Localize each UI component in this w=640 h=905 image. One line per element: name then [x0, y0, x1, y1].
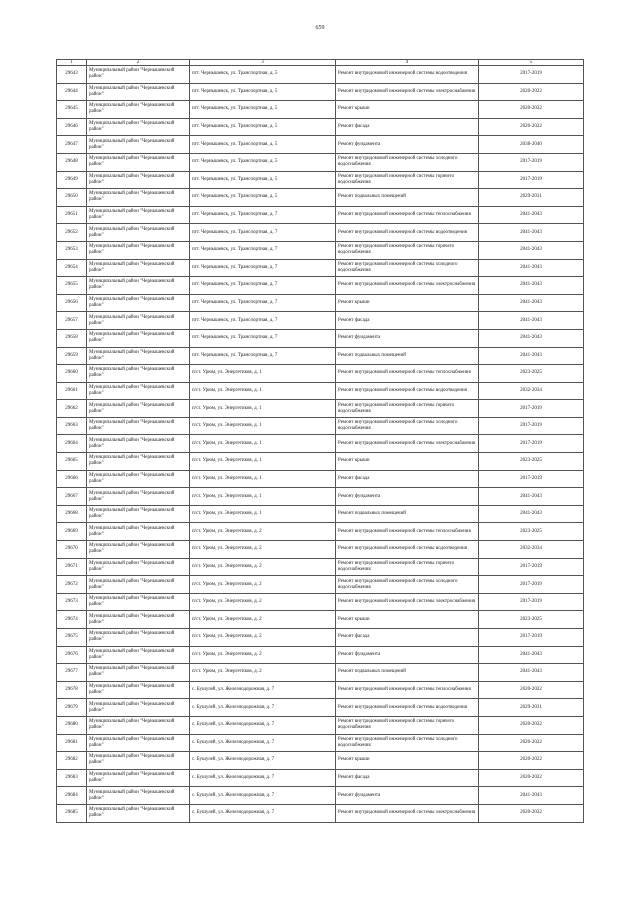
cell-period: 2041-2043	[479, 206, 584, 224]
cell-municipality: Муниципальный район "Чернышевский район"	[87, 541, 190, 559]
table-row	[57, 505, 584, 523]
cell-work-type: Ремонт внутридомовой инженерной системы теплоснабжения	[336, 365, 479, 383]
cell-address: пгт. Чернышевск, ул. Транспортная, д. 5	[190, 118, 336, 136]
cell-municipality: Муниципальный район "Чернышевский район"	[87, 523, 190, 541]
cell-work-type: Ремонт крыши	[336, 453, 479, 471]
cell-period: 2017-2019	[479, 558, 584, 576]
cell-municipality: Муниципальный район "Чернышевский район"	[87, 646, 190, 664]
cell-record-number: 29657	[57, 312, 87, 330]
cell-record-number: 29666	[57, 470, 87, 488]
cell-work-type: Ремонт подвальных помещений	[336, 347, 479, 365]
cell-municipality: Муниципальный район "Чернышевский район"	[87, 171, 190, 189]
cell-period: 2020-2022	[479, 769, 584, 787]
cell-record-number: 29682	[57, 752, 87, 770]
cell-address: п/ст. Урюм, ул. Энергетиков, д. 1	[190, 488, 336, 506]
cell-record-number: 29659	[57, 347, 87, 365]
cell-address: п/ст. Урюм, ул. Энергетиков, д. 2	[190, 629, 336, 647]
cell-municipality: Муниципальный район "Чернышевский район"	[87, 400, 190, 418]
cell-municipality: Муниципальный район "Чернышевский район"	[87, 435, 190, 453]
cell-work-type: Ремонт внутридомовой инженерной системы горячего водоснабжения	[336, 241, 479, 259]
table-row	[57, 681, 584, 699]
cell-record-number: 29647	[57, 136, 87, 154]
cell-work-type: Ремонт внутридомовой инженерной системы электроснабжения	[336, 277, 479, 295]
cell-period: 2023-2025	[479, 365, 584, 383]
cell-work-type: Ремонт внутридомовой инженерной системы холодного водоснабжения	[336, 734, 479, 752]
cell-address: пгт. Чернышевск, ул. Транспортная, д. 7	[190, 277, 336, 295]
table-row	[57, 664, 584, 682]
cell-address: с. Бушулей, ул. Железнодорожная, д. 7	[190, 716, 336, 734]
cell-period: 2023-2025	[479, 523, 584, 541]
cell-municipality: Муниципальный район "Чернышевский район"	[87, 241, 190, 259]
cell-municipality: Муниципальный район "Чернышевский район"	[87, 629, 190, 647]
cell-work-type: Ремонт фундамента	[336, 646, 479, 664]
table-row	[57, 453, 584, 471]
table-row	[57, 611, 584, 629]
cell-work-type: Ремонт фасада	[336, 312, 479, 330]
cell-municipality: Муниципальный район "Чернышевский район"	[87, 365, 190, 383]
cell-period: 2023-2025	[479, 453, 584, 471]
cell-record-number: 29646	[57, 118, 87, 136]
table-row	[57, 699, 584, 717]
cell-record-number: 29681	[57, 734, 87, 752]
cell-period: 2020-2022	[479, 118, 584, 136]
cell-municipality: Муниципальный район "Чернышевский район"	[87, 101, 190, 119]
cell-municipality: Муниципальный район "Чернышевский район"	[87, 699, 190, 717]
cell-work-type: Ремонт крыши	[336, 611, 479, 629]
cell-address: пгт. Чернышевск, ул. Транспортная, д. 7	[190, 329, 336, 347]
cell-record-number: 29643	[57, 66, 87, 84]
cell-period: 2020-2022	[479, 83, 584, 101]
table-row	[57, 523, 584, 541]
page-number: 659	[315, 25, 325, 31]
cell-record-number: 29683	[57, 769, 87, 787]
cell-record-number: 29677	[57, 664, 87, 682]
cell-municipality: Муниципальный район "Чернышевский район"	[87, 347, 190, 365]
table-row	[57, 277, 584, 295]
cell-record-number: 29663	[57, 417, 87, 435]
cell-period: 2017-2019	[479, 470, 584, 488]
cell-address: п/ст. Урюм, ул. Энергетиков, д. 1	[190, 453, 336, 471]
cell-address: пгт. Чернышевск, ул. Транспортная, д. 7	[190, 259, 336, 277]
cell-period: 2017-2019	[479, 400, 584, 418]
cell-work-type: Ремонт внутридомовой инженерной системы водоотведения	[336, 66, 479, 84]
table-row	[57, 541, 584, 559]
table-row	[57, 206, 584, 224]
cell-record-number: 29654	[57, 259, 87, 277]
cell-period: 2041-2043	[479, 646, 584, 664]
table-row	[57, 118, 584, 136]
cell-record-number: 29678	[57, 681, 87, 699]
table-row	[57, 787, 584, 805]
cell-address: с. Бушулей, ул. Железнодорожная, д. 7	[190, 769, 336, 787]
cell-record-number: 29656	[57, 294, 87, 312]
cell-period: 2041-2043	[479, 329, 584, 347]
table-row	[57, 171, 584, 189]
cell-record-number: 29661	[57, 382, 87, 400]
cell-work-type: Ремонт внутридомовой инженерной системы водоотведения	[336, 382, 479, 400]
cell-address: пгт. Чернышевск, ул. Транспортная, д. 5	[190, 66, 336, 84]
cell-municipality: Муниципальный район "Чернышевский район"	[87, 558, 190, 576]
cell-record-number: 29669	[57, 523, 87, 541]
table-row	[57, 189, 584, 207]
cell-record-number: 29679	[57, 699, 87, 717]
cell-period: 2032-2034	[479, 382, 584, 400]
cell-municipality: Муниципальный район "Чернышевский район"	[87, 277, 190, 295]
cell-period: 2038-2040	[479, 136, 584, 154]
cell-work-type: Ремонт внутридомовой инженерной системы холодного водоснабжения	[336, 153, 479, 171]
cell-municipality: Муниципальный район "Чернышевский район"	[87, 734, 190, 752]
cell-municipality: Муниципальный район "Чернышевский район"	[87, 206, 190, 224]
header-col-4: 4	[336, 60, 479, 66]
cell-municipality: Муниципальный район "Чернышевский район"	[87, 312, 190, 330]
cell-municipality: Муниципальный район "Чернышевский район"	[87, 382, 190, 400]
cell-work-type: Ремонт внутридомовой инженерной системы теплоснабжения	[336, 523, 479, 541]
cell-work-type: Ремонт внутридомовой инженерной системы электроснабжения	[336, 593, 479, 611]
cell-record-number: 29644	[57, 83, 87, 101]
cell-work-type: Ремонт внутридомовой инженерной системы водоотведения	[336, 541, 479, 559]
cell-address: с. Бушулей, ул. Железнодорожная, д. 7	[190, 699, 336, 717]
cell-municipality: Муниципальный район "Чернышевский район"	[87, 153, 190, 171]
cell-period: 2017-2019	[479, 593, 584, 611]
cell-address: пгт. Чернышевск, ул. Транспортная, д. 7	[190, 241, 336, 259]
cell-address: с. Бушулей, ул. Железнодорожная, д. 7	[190, 681, 336, 699]
cell-period: 2017-2019	[479, 153, 584, 171]
cell-record-number: 29668	[57, 505, 87, 523]
cell-record-number: 29680	[57, 716, 87, 734]
cell-work-type: Ремонт подвальных помещений	[336, 664, 479, 682]
cell-address: пгт. Чернышевск, ул. Транспортная, д. 5	[190, 83, 336, 101]
table-row	[57, 400, 584, 418]
cell-municipality: Муниципальный район "Чернышевский район"	[87, 66, 190, 84]
cell-period: 2017-2019	[479, 66, 584, 84]
table-row	[57, 470, 584, 488]
table-row	[57, 734, 584, 752]
cell-municipality: Муниципальный район "Чернышевский район"	[87, 259, 190, 277]
cell-record-number: 29655	[57, 277, 87, 295]
table-row	[57, 259, 584, 277]
cell-record-number: 29673	[57, 593, 87, 611]
cell-work-type: Ремонт внутридомовой инженерной системы холодного водоснабжения	[336, 576, 479, 594]
cell-address: п/ст. Урюм, ул. Энергетиков, д. 1	[190, 470, 336, 488]
header-col-1: 1	[57, 60, 87, 66]
table-row	[57, 716, 584, 734]
cell-municipality: Муниципальный район "Чернышевский район"	[87, 470, 190, 488]
cell-municipality: Муниципальный район "Чернышевский район"	[87, 804, 190, 822]
table-row	[57, 365, 584, 383]
cell-address: п/ст. Урюм, ул. Энергетиков, д. 1	[190, 382, 336, 400]
cell-record-number: 29653	[57, 241, 87, 259]
cell-address: п/ст. Урюм, ул. Энергетиков, д. 2	[190, 558, 336, 576]
cell-record-number: 29667	[57, 488, 87, 506]
cell-period: 2041-2043	[479, 277, 584, 295]
cell-work-type: Ремонт фундамента	[336, 488, 479, 506]
cell-period: 2017-2019	[479, 435, 584, 453]
cell-work-type: Ремонт фасада	[336, 629, 479, 647]
cell-address: с. Бушулей, ул. Железнодорожная, д. 7	[190, 787, 336, 805]
table-row	[57, 488, 584, 506]
repair-schedule-table	[56, 59, 584, 823]
cell-record-number: 29676	[57, 646, 87, 664]
cell-municipality: Муниципальный район "Чернышевский район"	[87, 505, 190, 523]
cell-municipality: Муниципальный район "Чернышевский район"	[87, 787, 190, 805]
cell-work-type: Ремонт фасада	[336, 769, 479, 787]
cell-address: пгт. Чернышевск, ул. Транспортная, д. 7	[190, 347, 336, 365]
cell-work-type: Ремонт внутридомовой инженерной системы водоотведения	[336, 224, 479, 242]
cell-record-number: 29649	[57, 171, 87, 189]
cell-period: 2041-2043	[479, 259, 584, 277]
cell-address: с. Бушулей, ул. Железнодорожная, д. 7	[190, 804, 336, 822]
table-row	[57, 83, 584, 101]
cell-work-type: Ремонт внутридомовой инженерной системы теплоснабжения	[336, 681, 479, 699]
cell-address: п/ст. Урюм, ул. Энергетиков, д. 1	[190, 400, 336, 418]
cell-address: п/ст. Урюм, ул. Энергетиков, д. 2	[190, 541, 336, 559]
cell-work-type: Ремонт подвальных помещений	[336, 189, 479, 207]
cell-period: 2041-2043	[479, 787, 584, 805]
cell-record-number: 29671	[57, 558, 87, 576]
cell-record-number: 29675	[57, 629, 87, 647]
cell-period: 2032-2034	[479, 541, 584, 559]
cell-period: 2041-2043	[479, 505, 584, 523]
cell-work-type: Ремонт подвальных помещений	[336, 505, 479, 523]
table-row	[57, 417, 584, 435]
cell-municipality: Муниципальный район "Чернышевский район"	[87, 453, 190, 471]
cell-municipality: Муниципальный район "Чернышевский район"	[87, 611, 190, 629]
cell-municipality: Муниципальный район "Чернышевский район"	[87, 417, 190, 435]
table-row	[57, 224, 584, 242]
table-row	[57, 804, 584, 822]
cell-address: пгт. Чернышевск, ул. Транспортная, д. 5	[190, 153, 336, 171]
cell-municipality: Муниципальный район "Чернышевский район"	[87, 329, 190, 347]
cell-address: п/ст. Урюм, ул. Энергетиков, д. 1	[190, 505, 336, 523]
cell-period: 2029-2031	[479, 699, 584, 717]
cell-municipality: Муниципальный район "Чернышевский район"	[87, 224, 190, 242]
table-row	[57, 136, 584, 154]
header-col-5: 5	[479, 60, 584, 66]
cell-period: 2029-2031	[479, 189, 584, 207]
header-col-3: 3	[190, 60, 336, 66]
cell-address: с. Бушулей, ул. Железнодорожная, д. 7	[190, 734, 336, 752]
cell-address: п/ст. Урюм, ул. Энергетиков, д. 1	[190, 417, 336, 435]
table-row	[57, 347, 584, 365]
cell-work-type: Ремонт внутридомовой инженерной системы водоотведения	[336, 699, 479, 717]
cell-address: п/ст. Урюм, ул. Энергетиков, д. 2	[190, 611, 336, 629]
cell-address: п/ст. Урюм, ул. Энергетиков, д. 2	[190, 593, 336, 611]
cell-address: п/ст. Урюм, ул. Энергетиков, д. 2	[190, 664, 336, 682]
cell-municipality: Муниципальный район "Чернышевский район"	[87, 118, 190, 136]
cell-period: 2023-2025	[479, 611, 584, 629]
cell-period: 2020-2022	[479, 101, 584, 119]
cell-address: пгт. Чернышевск, ул. Транспортная, д. 5	[190, 136, 336, 154]
cell-record-number: 29652	[57, 224, 87, 242]
cell-address: пгт. Чернышевск, ул. Транспортная, д. 7	[190, 312, 336, 330]
cell-municipality: Муниципальный район "Чернышевский район"	[87, 752, 190, 770]
table-row	[57, 312, 584, 330]
cell-municipality: Муниципальный район "Чернышевский район"	[87, 681, 190, 699]
cell-address: п/ст. Урюм, ул. Энергетиков, д. 2	[190, 576, 336, 594]
cell-work-type: Ремонт внутридомовой инженерной системы электроснабжения	[336, 804, 479, 822]
cell-address: пгт. Чернышевск, ул. Транспортная, д. 7	[190, 224, 336, 242]
header-col-2: 2	[87, 60, 190, 66]
table-row	[57, 769, 584, 787]
cell-work-type: Ремонт внутридомовой инженерной системы горячего водоснабжения	[336, 716, 479, 734]
cell-work-type: Ремонт внутридомовой инженерной системы холодного водоснабжения	[336, 259, 479, 277]
cell-work-type: Ремонт внутридомовой инженерной системы холодного водоснабжения	[336, 417, 479, 435]
table-row	[57, 629, 584, 647]
table-row	[57, 101, 584, 119]
cell-record-number: 29658	[57, 329, 87, 347]
cell-address: п/ст. Урюм, ул. Энергетиков, д. 2	[190, 646, 336, 664]
cell-municipality: Муниципальный район "Чернышевский район"	[87, 769, 190, 787]
table-row	[57, 329, 584, 347]
cell-record-number: 29670	[57, 541, 87, 559]
cell-work-type: Ремонт крыши	[336, 101, 479, 119]
cell-period: 2020-2022	[479, 804, 584, 822]
cell-period: 2020-2022	[479, 752, 584, 770]
cell-record-number: 29672	[57, 576, 87, 594]
cell-work-type: Ремонт крыши	[336, 294, 479, 312]
cell-municipality: Муниципальный район "Чернышевский район"	[87, 189, 190, 207]
cell-address: пгт. Чернышевск, ул. Транспортная, д. 5	[190, 189, 336, 207]
cell-record-number: 29662	[57, 400, 87, 418]
cell-work-type: Ремонт фундамента	[336, 136, 479, 154]
cell-record-number: 29651	[57, 206, 87, 224]
cell-period: 2020-2022	[479, 716, 584, 734]
table-row	[57, 558, 584, 576]
table-row	[57, 241, 584, 259]
cell-address: с. Бушулей, ул. Железнодорожная, д. 7	[190, 752, 336, 770]
cell-record-number: 29648	[57, 153, 87, 171]
cell-period: 2017-2019	[479, 629, 584, 647]
table-row	[57, 435, 584, 453]
cell-record-number: 29645	[57, 101, 87, 119]
table-body	[57, 66, 584, 823]
cell-municipality: Муниципальный район "Чернышевский район"	[87, 488, 190, 506]
cell-work-type: Ремонт внутридомовой инженерной системы электроснабжения	[336, 435, 479, 453]
cell-period: 2017-2019	[479, 576, 584, 594]
cell-address: п/ст. Урюм, ул. Энергетиков, д. 1	[190, 435, 336, 453]
cell-period: 2041-2043	[479, 241, 584, 259]
table-row	[57, 66, 584, 84]
table-row	[57, 593, 584, 611]
cell-municipality: Муниципальный район "Чернышевский район"	[87, 664, 190, 682]
cell-municipality: Муниципальный район "Чернышевский район"	[87, 136, 190, 154]
cell-work-type: Ремонт фундамента	[336, 329, 479, 347]
cell-work-type: Ремонт фасада	[336, 470, 479, 488]
cell-work-type: Ремонт крыши	[336, 752, 479, 770]
cell-work-type: Ремонт фасада	[336, 118, 479, 136]
cell-record-number: 29685	[57, 804, 87, 822]
cell-municipality: Муниципальный район "Чернышевский район"	[87, 83, 190, 101]
cell-period: 2041-2043	[479, 664, 584, 682]
cell-period: 2041-2043	[479, 224, 584, 242]
table-row	[57, 576, 584, 594]
cell-record-number: 29650	[57, 189, 87, 207]
table-row	[57, 294, 584, 312]
cell-period: 2041-2043	[479, 294, 584, 312]
cell-work-type: Ремонт внутридомовой инженерной системы горячего водоснабжения	[336, 400, 479, 418]
cell-record-number: 29674	[57, 611, 87, 629]
cell-work-type: Ремонт внутридомовой инженерной системы электроснабжения	[336, 83, 479, 101]
cell-period: 2041-2043	[479, 488, 584, 506]
cell-municipality: Муниципальный район "Чернышевский район"	[87, 716, 190, 734]
cell-municipality: Муниципальный район "Чернышевский район"	[87, 593, 190, 611]
cell-address: пгт. Чернышевск, ул. Транспортная, д. 7	[190, 294, 336, 312]
table-row	[57, 646, 584, 664]
cell-municipality: Муниципальный район "Чернышевский район"	[87, 576, 190, 594]
cell-address: п/ст. Урюм, ул. Энергетиков, д. 1	[190, 365, 336, 383]
cell-period: 2041-2043	[479, 347, 584, 365]
cell-record-number: 29660	[57, 365, 87, 383]
cell-work-type: Ремонт фундамента	[336, 787, 479, 805]
cell-address: пгт. Чернышевск, ул. Транспортная, д. 7	[190, 206, 336, 224]
cell-period: 2020-2022	[479, 734, 584, 752]
cell-municipality: Муниципальный район "Чернышевский район"	[87, 294, 190, 312]
table-row	[57, 153, 584, 171]
table-row	[57, 382, 584, 400]
cell-period: 2017-2019	[479, 417, 584, 435]
cell-period: 2041-2043	[479, 312, 584, 330]
cell-record-number: 29664	[57, 435, 87, 453]
cell-address: пгт. Чернышевск, ул. Транспортная, д. 5	[190, 101, 336, 119]
cell-work-type: Ремонт внутридомовой инженерной системы горячего водоснабжения	[336, 558, 479, 576]
cell-address: пгт. Чернышевск, ул. Транспортная, д. 5	[190, 171, 336, 189]
cell-record-number: 29665	[57, 453, 87, 471]
table-row	[57, 752, 584, 770]
cell-address: п/ст. Урюм, ул. Энергетиков, д. 2	[190, 523, 336, 541]
cell-record-number: 29684	[57, 787, 87, 805]
cell-period: 2020-2022	[479, 681, 584, 699]
cell-work-type: Ремонт внутридомовой инженерной системы теплоснабжения	[336, 206, 479, 224]
cell-work-type: Ремонт внутридомовой инженерной системы горячего водоснабжения	[336, 171, 479, 189]
cell-period: 2017-2019	[479, 171, 584, 189]
